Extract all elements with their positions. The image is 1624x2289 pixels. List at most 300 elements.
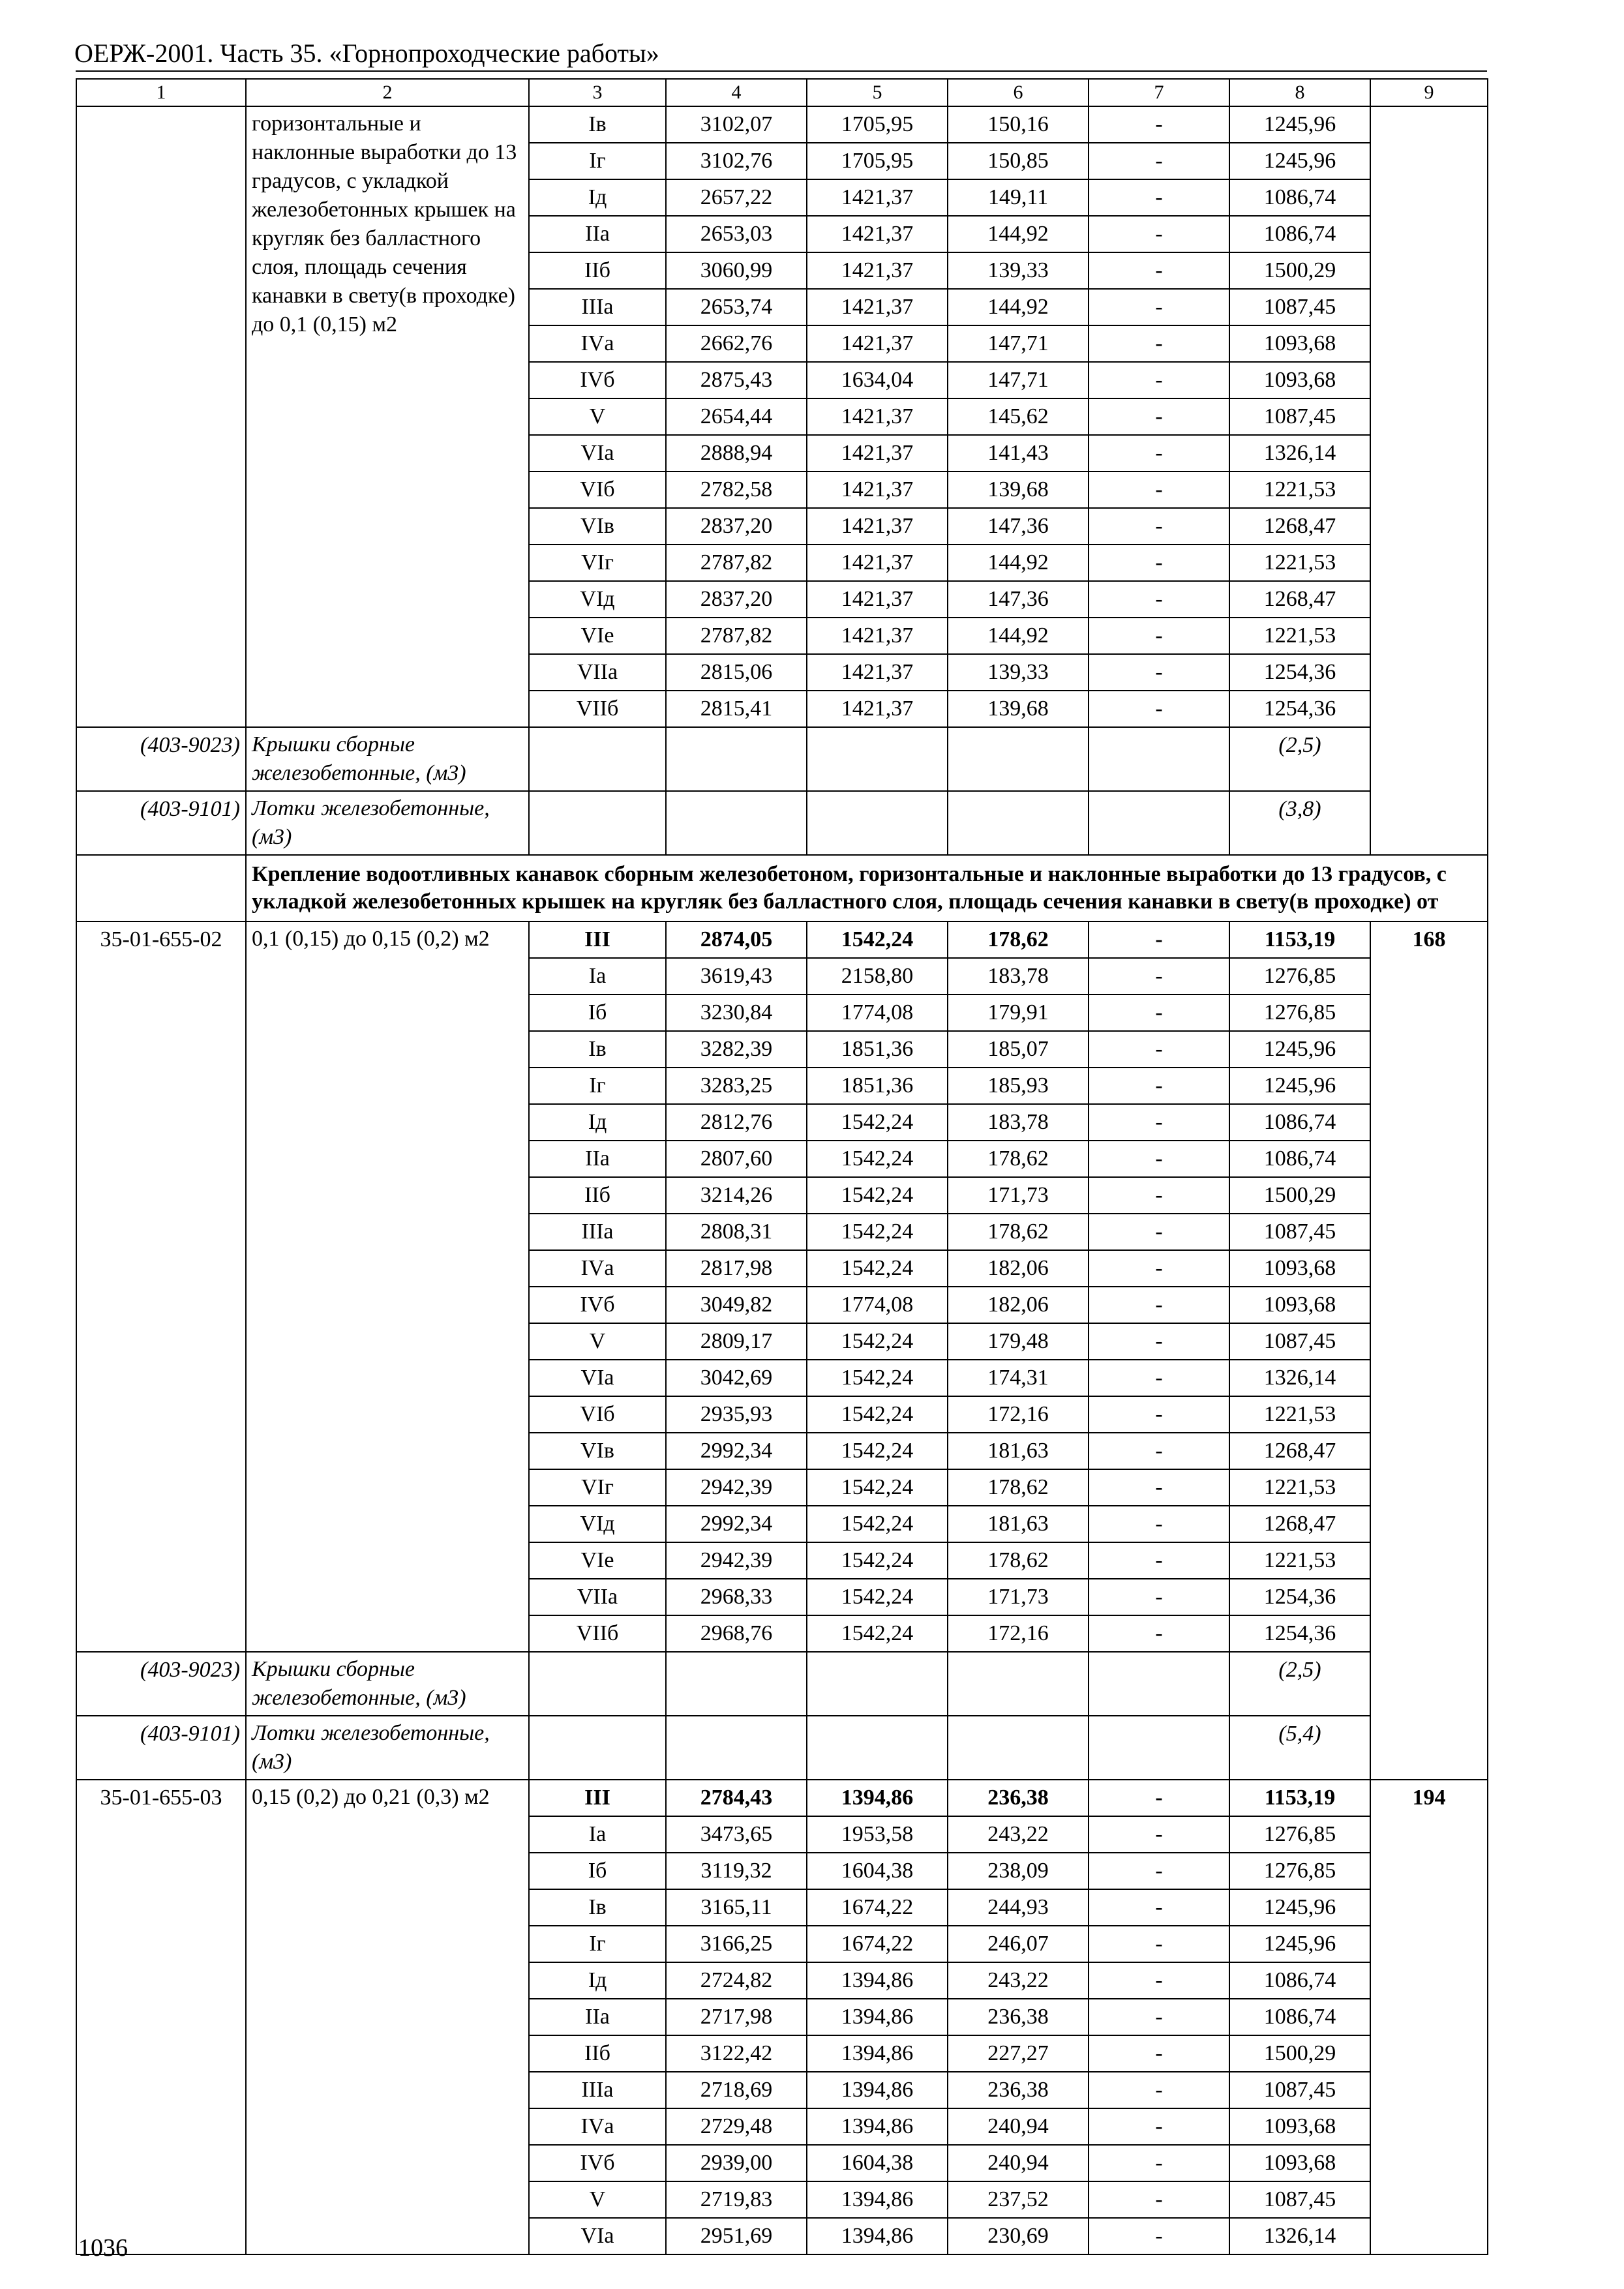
value-cell: 1245,96	[1229, 1068, 1370, 1104]
value-cell: VIа	[529, 2218, 666, 2254]
value-cell: 172,16	[948, 1396, 1089, 1433]
value-cell: 2837,20	[666, 508, 807, 545]
value-cell: 1276,85	[1229, 995, 1370, 1031]
value-cell: 1394,86	[807, 1962, 948, 1999]
value-cell: 185,07	[948, 1031, 1089, 1068]
value-cell: 1542,24	[807, 1250, 948, 1287]
value-cell: 1221,53	[1229, 618, 1370, 654]
value-cell: IIб	[529, 1177, 666, 1214]
resource-code: (403-9101)	[76, 1716, 246, 1780]
value-cell: -	[1089, 435, 1229, 471]
value-cell: -	[1089, 1889, 1229, 1926]
value-cell: -	[1089, 1250, 1229, 1287]
value-cell: VIIа	[529, 1579, 666, 1615]
value-cell: 185,93	[948, 1068, 1089, 1104]
section-header-row	[76, 855, 1488, 921]
value-cell: 1542,24	[807, 1141, 948, 1177]
value-cell: 2662,76	[666, 325, 807, 362]
value-cell: 1542,24	[807, 921, 948, 958]
value-cell: -	[1089, 618, 1229, 654]
value-cell: -	[1089, 1287, 1229, 1323]
column-number-row	[76, 79, 1488, 106]
value-cell: 1087,45	[1229, 1323, 1370, 1360]
value-cell: 1421,37	[807, 654, 948, 691]
value-cell: V	[529, 2181, 666, 2218]
value-cell: 1674,22	[807, 1926, 948, 1962]
value-cell: 1542,24	[807, 1469, 948, 1506]
empty-cell	[76, 855, 246, 921]
value-cell: III	[529, 1780, 666, 1816]
value-cell: 2653,74	[666, 289, 807, 325]
value-cell: -	[1089, 2181, 1229, 2218]
value-cell: III	[529, 921, 666, 958]
value-cell: 181,63	[948, 1506, 1089, 1542]
value-cell: 2787,82	[666, 545, 807, 581]
value-cell: 1245,96	[1229, 1031, 1370, 1068]
column-number-cell: 7	[1089, 79, 1229, 106]
table-row-main	[76, 921, 1488, 958]
empty-cell	[948, 727, 1089, 791]
value-cell: 1421,37	[807, 618, 948, 654]
value-cell: 1421,37	[807, 325, 948, 362]
value-cell: 1254,36	[1229, 654, 1370, 691]
value-cell: 3282,39	[666, 1031, 807, 1068]
value-cell: 3166,25	[666, 1926, 807, 1962]
value-cell: 178,62	[948, 1469, 1089, 1506]
value-cell: VIв	[529, 508, 666, 545]
value-cell: 3102,07	[666, 106, 807, 143]
value-cell: 1500,29	[1229, 252, 1370, 289]
value-cell: -	[1089, 1615, 1229, 1652]
position-code: 35-01-655-02	[76, 921, 246, 1652]
value-cell: 1542,24	[807, 1396, 948, 1433]
value-cell: 2874,05	[666, 921, 807, 958]
value-cell: 2787,82	[666, 618, 807, 654]
value-cell: 1245,96	[1229, 106, 1370, 143]
value-cell: 1254,36	[1229, 1615, 1370, 1652]
value-cell: 1087,45	[1229, 289, 1370, 325]
value-cell: -	[1089, 1068, 1229, 1104]
value-cell: 1086,74	[1229, 179, 1370, 216]
value-cell: -	[1089, 995, 1229, 1031]
value-cell: Iв	[529, 106, 666, 143]
value-cell: 2992,34	[666, 1506, 807, 1542]
value-cell: V	[529, 1323, 666, 1360]
value-cell: 1542,24	[807, 1433, 948, 1469]
value-cell: 1542,24	[807, 1615, 948, 1652]
position-description: горизонтальные и наклонные выработки до 13 градусов, с укладкой железобетонных крышек на кругляк без балластного слоя, площадь сечения канавки в свету(в проходке) до 0,1 (0,15) м2	[246, 106, 529, 727]
value-cell: -	[1089, 216, 1229, 252]
value-cell: 3122,42	[666, 2035, 807, 2072]
value-cell: -	[1089, 921, 1229, 958]
value-cell: Iг	[529, 1068, 666, 1104]
value-cell: 2837,20	[666, 581, 807, 618]
resource-code: (403-9023)	[76, 727, 246, 791]
empty-cell	[948, 1652, 1089, 1716]
value-cell: 2718,69	[666, 2072, 807, 2108]
value-cell: 2875,43	[666, 362, 807, 398]
value-cell: 1421,37	[807, 545, 948, 581]
value-cell: IIIа	[529, 2072, 666, 2108]
value-cell: 1542,24	[807, 1214, 948, 1250]
value-cell: VIIб	[529, 691, 666, 727]
empty-cell	[666, 791, 807, 855]
resource-value: (3,8)	[1229, 791, 1370, 855]
value-cell: 3165,11	[666, 1889, 807, 1926]
value-cell: 237,52	[948, 2181, 1089, 2218]
value-cell: 171,73	[948, 1579, 1089, 1615]
table-row	[76, 106, 1488, 143]
value-cell: 1245,96	[1229, 1926, 1370, 1962]
value-cell: 1674,22	[807, 1889, 948, 1926]
value-cell: 144,92	[948, 216, 1089, 252]
position-code	[76, 106, 246, 727]
value-cell: Iд	[529, 1104, 666, 1141]
value-cell: -	[1089, 1853, 1229, 1889]
value-cell: -	[1089, 1031, 1229, 1068]
value-cell: 2724,82	[666, 1962, 807, 1999]
value-cell: VIIа	[529, 654, 666, 691]
value-cell: -	[1089, 1999, 1229, 2035]
value-cell: 1421,37	[807, 435, 948, 471]
value-cell: VIб	[529, 471, 666, 508]
value-cell: 150,85	[948, 143, 1089, 179]
value-cell: 236,38	[948, 1780, 1089, 1816]
value-cell: 2968,33	[666, 1579, 807, 1615]
value-cell: 147,71	[948, 362, 1089, 398]
value-cell: 246,07	[948, 1926, 1089, 1962]
value-cell: 1153,19	[1229, 921, 1370, 958]
value-cell: 3619,43	[666, 958, 807, 995]
value-cell: 2782,58	[666, 471, 807, 508]
value-cell: VIг	[529, 1469, 666, 1506]
value-cell: 1851,36	[807, 1031, 948, 1068]
value-cell: 144,92	[948, 289, 1089, 325]
value-cell: IIа	[529, 1141, 666, 1177]
value-cell: 2158,80	[807, 958, 948, 995]
value-cell: Iб	[529, 995, 666, 1031]
value-cell: 2808,31	[666, 1214, 807, 1250]
value-cell: 2653,03	[666, 216, 807, 252]
value-cell: 1953,58	[807, 1816, 948, 1853]
value-cell: 144,92	[948, 618, 1089, 654]
value-cell: 139,33	[948, 654, 1089, 691]
value-cell: 1093,68	[1229, 1250, 1370, 1287]
value-cell: -	[1089, 289, 1229, 325]
value-cell: 1394,86	[807, 2108, 948, 2145]
value-cell: VIв	[529, 1433, 666, 1469]
value-cell: -	[1089, 2145, 1229, 2181]
value-cell: 1087,45	[1229, 398, 1370, 435]
value-cell: -	[1089, 1104, 1229, 1141]
value-cell: 1153,19	[1229, 1780, 1370, 1816]
value-cell: 2942,39	[666, 1542, 807, 1579]
value-cell: 243,22	[948, 1962, 1089, 1999]
value-cell: 1254,36	[1229, 1579, 1370, 1615]
value-cell: -	[1089, 252, 1229, 289]
resource-row	[76, 1716, 1488, 1780]
value-cell: 2815,06	[666, 654, 807, 691]
value-cell: 1394,86	[807, 1999, 948, 2035]
value-cell: -	[1089, 545, 1229, 581]
value-cell: 1268,47	[1229, 1506, 1370, 1542]
empty-cell	[948, 791, 1089, 855]
value-cell: 2951,69	[666, 2218, 807, 2254]
value-cell: -	[1089, 1141, 1229, 1177]
column-number-cell: 4	[666, 79, 807, 106]
value-cell: 3214,26	[666, 1177, 807, 1214]
value-cell: 1421,37	[807, 179, 948, 216]
empty-cell	[666, 727, 807, 791]
value-cell: 183,78	[948, 958, 1089, 995]
value-cell: 3230,84	[666, 995, 807, 1031]
resource-code: (403-9101)	[76, 791, 246, 855]
value-cell: 1093,68	[1229, 2145, 1370, 2181]
value-cell: 2809,17	[666, 1323, 807, 1360]
value-cell: 1086,74	[1229, 1141, 1370, 1177]
value-cell: 150,16	[948, 106, 1089, 143]
value-cell: -	[1089, 1469, 1229, 1506]
column-number-cell: 1	[76, 79, 246, 106]
value-cell: 1394,86	[807, 2072, 948, 2108]
column-number-cell: 9	[1370, 79, 1488, 106]
value-cell: -	[1089, 143, 1229, 179]
value-cell: 1093,68	[1229, 2108, 1370, 2145]
value-cell: 139,33	[948, 252, 1089, 289]
position-description: 0,1 (0,15) до 0,15 (0,2) м2	[246, 921, 529, 1652]
value-cell: 1326,14	[1229, 2218, 1370, 2254]
value-cell: 182,06	[948, 1250, 1089, 1287]
empty-cell	[807, 1652, 948, 1716]
value-cell: 1394,86	[807, 2035, 948, 2072]
value-cell: 1245,96	[1229, 1889, 1370, 1926]
value-cell: -	[1089, 1323, 1229, 1360]
resource-name: Лотки железобетонные, (м3)	[246, 1716, 529, 1780]
value-cell: -	[1089, 1177, 1229, 1214]
value-cell: Iв	[529, 1031, 666, 1068]
value-cell: -	[1089, 581, 1229, 618]
empty-cell	[666, 1652, 807, 1716]
value-cell: 2812,76	[666, 1104, 807, 1141]
value-cell: 1221,53	[1229, 471, 1370, 508]
page-header: ОЕРЖ-2001. Часть 35. «Горнопроходческие работы»	[74, 38, 659, 68]
value-cell: 1394,86	[807, 2181, 948, 2218]
value-cell: -	[1089, 1542, 1229, 1579]
value-cell: 2807,60	[666, 1141, 807, 1177]
resource-value: (2,5)	[1229, 727, 1370, 791]
value-cell: IIIа	[529, 289, 666, 325]
value-cell: 1087,45	[1229, 2072, 1370, 2108]
price-table-container	[76, 78, 1487, 2255]
value-cell: 141,43	[948, 435, 1089, 471]
value-cell: -	[1089, 471, 1229, 508]
value-cell: 1542,24	[807, 1360, 948, 1396]
value-cell: 2654,44	[666, 398, 807, 435]
value-cell: 1421,37	[807, 508, 948, 545]
value-cell: Iа	[529, 958, 666, 995]
value-cell: 1774,08	[807, 1287, 948, 1323]
value-cell: IIIа	[529, 1214, 666, 1250]
value-cell: 147,71	[948, 325, 1089, 362]
value-cell: IVб	[529, 362, 666, 398]
value-cell: 1268,47	[1229, 1433, 1370, 1469]
value-cell: Iа	[529, 1816, 666, 1853]
value-cell: 1500,29	[1229, 2035, 1370, 2072]
value-cell: 2939,00	[666, 2145, 807, 2181]
value-cell: 1254,36	[1229, 691, 1370, 727]
value-cell: 147,36	[948, 508, 1089, 545]
value-cell: VIд	[529, 1506, 666, 1542]
value-cell: IIа	[529, 216, 666, 252]
value-cell: V	[529, 398, 666, 435]
column-number-cell: 3	[529, 79, 666, 106]
value-cell: -	[1089, 1579, 1229, 1615]
resource-value: (5,4)	[1229, 1716, 1370, 1780]
value-cell: 179,48	[948, 1323, 1089, 1360]
value-cell: 230,69	[948, 2218, 1089, 2254]
value-cell: 1604,38	[807, 2145, 948, 2181]
value-cell: 1421,37	[807, 398, 948, 435]
value-cell: -	[1089, 1396, 1229, 1433]
value-cell: 1542,24	[807, 1177, 948, 1214]
value-cell: 238,09	[948, 1853, 1089, 1889]
value-cell: 1326,14	[1229, 435, 1370, 471]
value-cell: 1276,85	[1229, 958, 1370, 995]
value-cell: IIб	[529, 252, 666, 289]
value-cell: 1421,37	[807, 471, 948, 508]
value-cell: -	[1089, 508, 1229, 545]
value-cell: 1086,74	[1229, 1999, 1370, 2035]
value-cell: 1705,95	[807, 106, 948, 143]
value-cell: -	[1089, 1433, 1229, 1469]
value-cell: 179,91	[948, 995, 1089, 1031]
value-cell: -	[1089, 1962, 1229, 1999]
value-cell: -	[1089, 179, 1229, 216]
value-cell: VIе	[529, 618, 666, 654]
section-header: Крепление водоотливных канавок сборным железобетоном, горизонтальные и наклонные выработки до 13 градусов, с укладкой железобетонных крышек на кругляк без балластного слоя, площадь сечения канавки в свету(в проходке) от	[246, 855, 1488, 921]
value-cell: Iд	[529, 179, 666, 216]
column-9-value: 194	[1370, 1780, 1488, 2254]
header-rule	[76, 70, 1487, 72]
value-cell: 1087,45	[1229, 1214, 1370, 1250]
empty-cell	[807, 727, 948, 791]
value-cell: Iв	[529, 1889, 666, 1926]
value-cell: 2935,93	[666, 1396, 807, 1433]
value-cell: IVб	[529, 1287, 666, 1323]
page-number: 1036	[78, 2234, 128, 2262]
value-cell: 2992,34	[666, 1433, 807, 1469]
column-number-cell: 8	[1229, 79, 1370, 106]
empty-cell	[807, 1716, 948, 1780]
column-number-cell: 6	[948, 79, 1089, 106]
value-cell: 174,31	[948, 1360, 1089, 1396]
value-cell: 3102,76	[666, 143, 807, 179]
value-cell: VIб	[529, 1396, 666, 1433]
value-cell: IVб	[529, 2145, 666, 2181]
empty-cell	[948, 1716, 1089, 1780]
value-cell: -	[1089, 2218, 1229, 2254]
value-cell: 1542,24	[807, 1579, 948, 1615]
empty-cell	[1089, 1716, 1229, 1780]
value-cell: 1851,36	[807, 1068, 948, 1104]
column-number-cell: 2	[246, 79, 529, 106]
value-cell: 1268,47	[1229, 508, 1370, 545]
value-cell: VIг	[529, 545, 666, 581]
empty-cell	[1089, 1652, 1229, 1716]
value-cell: IVа	[529, 1250, 666, 1287]
empty-cell	[666, 1716, 807, 1780]
value-cell: 1086,74	[1229, 216, 1370, 252]
value-cell: 144,92	[948, 545, 1089, 581]
value-cell: 1093,68	[1229, 362, 1370, 398]
value-cell: 178,62	[948, 1542, 1089, 1579]
value-cell: VIа	[529, 435, 666, 471]
value-cell: 145,62	[948, 398, 1089, 435]
resource-row	[76, 1652, 1488, 1716]
value-cell: VIIб	[529, 1615, 666, 1652]
value-cell: 2729,48	[666, 2108, 807, 2145]
value-cell: VIе	[529, 1542, 666, 1579]
position-code: 35-01-655-03	[76, 1780, 246, 2254]
value-cell: Iг	[529, 143, 666, 179]
value-cell: IVа	[529, 325, 666, 362]
value-cell: 1276,85	[1229, 1816, 1370, 1853]
value-cell: 2888,94	[666, 435, 807, 471]
value-cell: -	[1089, 1506, 1229, 1542]
table-row-main	[76, 1780, 1488, 1816]
value-cell: -	[1089, 1926, 1229, 1962]
resource-row	[76, 727, 1488, 791]
value-cell: 3283,25	[666, 1068, 807, 1104]
value-cell: 1221,53	[1229, 1542, 1370, 1579]
value-cell: 240,94	[948, 2145, 1089, 2181]
value-cell: 2717,98	[666, 1999, 807, 2035]
value-cell: 1221,53	[1229, 1469, 1370, 1506]
value-cell: 1245,96	[1229, 143, 1370, 179]
value-cell: -	[1089, 2035, 1229, 2072]
value-cell: -	[1089, 106, 1229, 143]
value-cell: 149,11	[948, 179, 1089, 216]
value-cell: 236,38	[948, 1999, 1089, 2035]
value-cell: 181,63	[948, 1433, 1089, 1469]
value-cell: -	[1089, 958, 1229, 995]
empty-cell	[807, 791, 948, 855]
empty-cell	[529, 727, 666, 791]
value-cell: 3042,69	[666, 1360, 807, 1396]
value-cell: 139,68	[948, 471, 1089, 508]
resource-row	[76, 791, 1488, 855]
value-cell: 1394,86	[807, 1780, 948, 1816]
resource-value: (2,5)	[1229, 1652, 1370, 1716]
value-cell: 1326,14	[1229, 1360, 1370, 1396]
value-cell: 1705,95	[807, 143, 948, 179]
value-cell: 1086,74	[1229, 1104, 1370, 1141]
value-cell: 1087,45	[1229, 2181, 1370, 2218]
value-cell: 1221,53	[1229, 545, 1370, 581]
value-cell: 3060,99	[666, 252, 807, 289]
empty-cell	[529, 791, 666, 855]
value-cell: -	[1089, 1780, 1229, 1816]
value-cell: 3473,65	[666, 1816, 807, 1853]
value-cell: 3119,32	[666, 1853, 807, 1889]
value-cell: 1394,86	[807, 2218, 948, 2254]
value-cell: 244,93	[948, 1889, 1089, 1926]
value-cell: 183,78	[948, 1104, 1089, 1141]
value-cell: IIб	[529, 2035, 666, 2072]
value-cell: 1421,37	[807, 216, 948, 252]
empty-cell	[529, 1716, 666, 1780]
value-cell: 171,73	[948, 1177, 1089, 1214]
